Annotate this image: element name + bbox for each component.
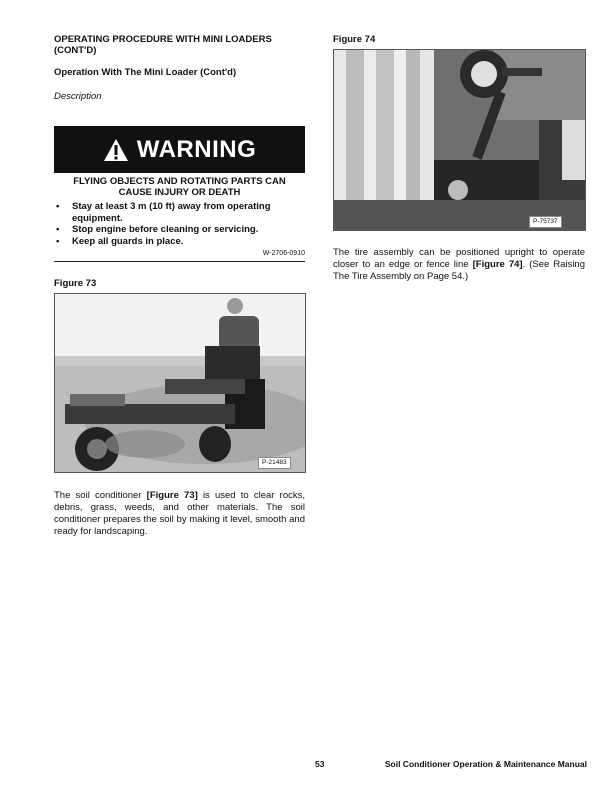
soil-conditioner-paragraph xyxy=(54,490,305,538)
warning-line-1: FLYING OBJECTS AND ROTATING PARTS CAN xyxy=(73,176,286,187)
warning-line-2: CAUSE INJURY OR DEATH xyxy=(118,187,241,198)
mini-loader-soil-conditioner-image xyxy=(55,294,305,472)
figure-73-photo xyxy=(54,293,306,473)
warning-code: W-2706-0910 xyxy=(262,250,305,257)
page-number: 53 xyxy=(315,759,325,769)
figure-74-label: Figure 74 xyxy=(333,34,376,45)
figure-reference: [Figure 74] xyxy=(472,259,523,270)
tire-assembly-paragraph xyxy=(333,247,585,283)
warning-message xyxy=(54,176,305,198)
warning-title: WARNING xyxy=(136,135,257,163)
description-heading: Description xyxy=(54,91,102,102)
paragraph-text: The tire assembly can be positioned upright to operate closer to an edge or fence line xyxy=(333,247,585,270)
warning-triangle-icon xyxy=(103,138,129,162)
figure-74-photo xyxy=(333,49,586,231)
paragraph-text: is used to clear rocks, debris, grass, weeds, and other materials. The soil conditioner prepares the soil by making it level, smooth and ready for landscaping. xyxy=(54,490,305,537)
subsection-heading: Operation With The Mini Loader (Cont'd) xyxy=(54,67,237,78)
manual-title: Soil Conditioner Operation & Maintenance Manual xyxy=(384,759,587,769)
warning-bullet: • Keep all guards in place. xyxy=(54,236,305,248)
warning-bullet: • Stop engine before cleaning or servicing. xyxy=(54,224,305,236)
divider xyxy=(54,261,305,262)
figure-73-code: P-21483 xyxy=(258,457,291,469)
warning-bullets xyxy=(54,201,305,247)
warning-bullet: • Stay at least 3 m (10 ft) away from operating equipment. xyxy=(54,201,305,224)
figure-73-label: Figure 73 xyxy=(54,278,97,289)
paragraph-text: . (See Raising The Tire Assembly on Page 54.) xyxy=(333,259,585,282)
warning-banner xyxy=(54,126,305,173)
figure-74-code: P-75737 xyxy=(529,216,562,228)
figure-reference: [Figure 73] xyxy=(146,490,198,501)
tire-assembly-upright-image xyxy=(334,50,585,230)
paragraph-text: The soil conditioner xyxy=(54,490,147,501)
section-heading: OPERATING PROCEDURE WITH MINI LOADERS (CONT'D) xyxy=(54,34,272,56)
